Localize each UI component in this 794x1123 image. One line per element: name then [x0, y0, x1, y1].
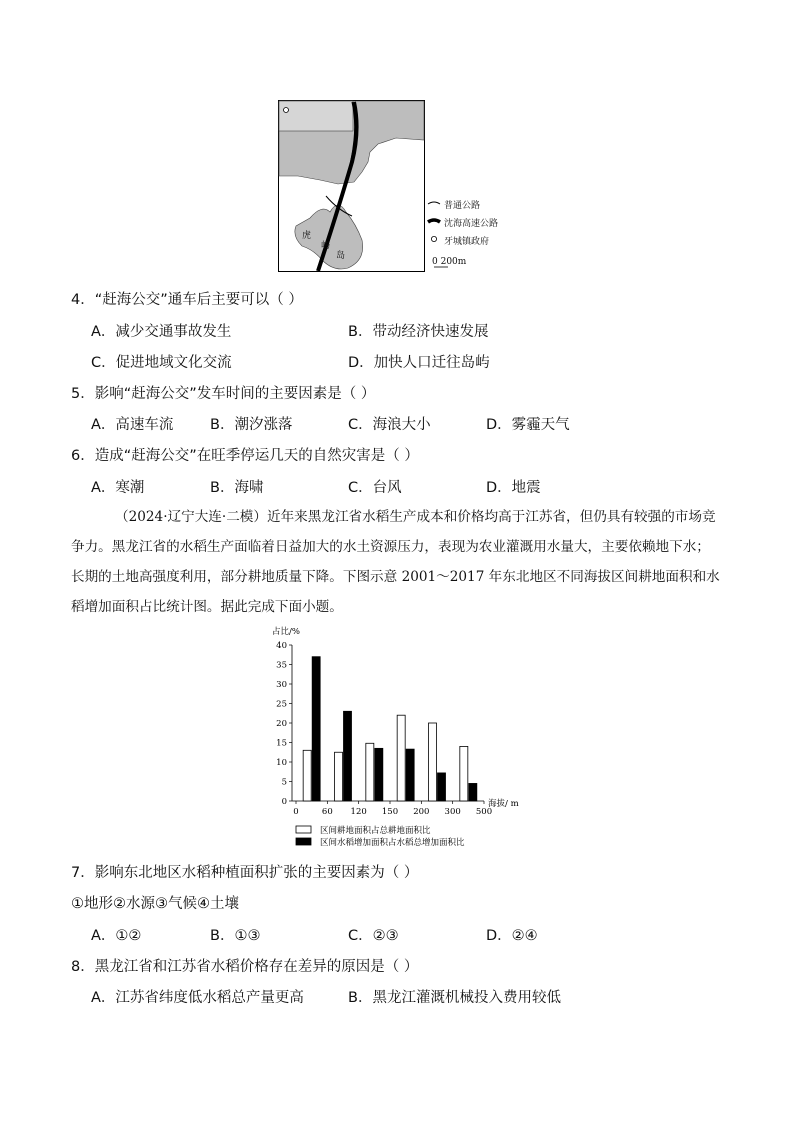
q7-option-b[interactable]: B．①③: [210, 928, 261, 944]
ordinary-road-line-icon: [428, 202, 440, 204]
q4-option-c[interactable]: C．促进地域文化交流: [91, 355, 232, 371]
q4-option-b[interactable]: B．带动经济快速发展: [348, 324, 489, 340]
q7-option-a[interactable]: A．①②: [91, 928, 142, 944]
bar-rice-150-200: [406, 749, 414, 801]
q6-option-d[interactable]: D．地震: [486, 480, 541, 496]
map-scale: 0 200m: [432, 257, 467, 267]
bars: [303, 657, 477, 801]
passage-line: 稻增加面积占比统计图。据此完成下面小题。: [71, 599, 343, 615]
q7-option-d[interactable]: D．②④: [486, 928, 538, 944]
y-tick-label: 5: [281, 777, 287, 788]
map-figure: [278, 100, 499, 272]
question-6-stem: 6．造成“赶海公交”在旺季停运几天的自然灾害是（ ）: [71, 448, 419, 464]
passage-line: 长期的土地高强度利用，部分耕地质量下降。下图示意 2001～2017 年东北地区不同海拔区间耕地面积和水: [71, 569, 720, 585]
bar-rice-120-150: [375, 748, 383, 801]
question-4-stem: 4．“赶海公交”通车后主要可以（ ）: [71, 292, 303, 308]
q5-option-d[interactable]: D．雾霾天气: [486, 417, 570, 433]
bar-cultivated-150-200: [397, 715, 405, 801]
legend-ordinary-road: 普通公路: [444, 201, 481, 211]
x-tick-label: 200: [413, 807, 430, 817]
x-ticks: [293, 801, 492, 817]
q5-option-c[interactable]: C．海浪大小: [348, 417, 431, 433]
y-tick-label: 10: [276, 758, 287, 768]
bar-cultivated-120-150: [366, 743, 374, 801]
y-tick-label: 35: [276, 660, 287, 671]
y-tick-label: 25: [276, 699, 287, 710]
q4-option-a[interactable]: A．减少交通事故发生: [91, 324, 232, 340]
question-7-choices: ①地形②水源③气候④土壤: [71, 896, 239, 912]
q6-option-b[interactable]: B．海啸: [210, 480, 264, 496]
legend-cultivated-area: 区间耕地面积占总耕地面积比: [320, 826, 431, 836]
chart-svg: [266, 624, 526, 852]
x-tick-label: 500: [475, 807, 493, 817]
y-tick-label: 20: [276, 719, 287, 729]
q5-option-a[interactable]: A．高速车流: [91, 417, 174, 433]
town-block: [279, 101, 353, 131]
q6-option-c[interactable]: C．台风: [348, 480, 402, 496]
question-5-stem: 5．影响“赶海公交”发车时间的主要因素是（ ）: [71, 386, 376, 402]
bar-cultivated-60-120: [335, 752, 343, 801]
question-8-stem: 8．黑龙江省和江苏省水稻价格存在差异的原因是（ ）: [71, 959, 419, 975]
bar-rice-0-60: [312, 657, 320, 801]
y-tick-label: 15: [276, 738, 287, 749]
town-government-circle-icon: [431, 236, 436, 241]
bar-cultivated-0-60: [303, 750, 311, 801]
x-tick-label: 120: [350, 807, 367, 817]
bar-rice-300-500: [469, 783, 477, 801]
legend-swatch-rice: [296, 838, 311, 845]
bar-rice-60-120: [344, 711, 352, 801]
x-tick-label: 0: [293, 807, 299, 817]
passage-line: （2024·辽宁大连·二模）近年来黑龙江省水稻生产成本和价格均高于江苏省，但仍具有较强的市场竞: [115, 509, 716, 525]
bar-cultivated-200-300: [429, 723, 437, 801]
legend-rice-increase: 区间水稻增加面积占水稻总增加面积比: [320, 838, 465, 848]
x-tick-label: 60: [321, 807, 333, 817]
question-7-stem: 7．影响东北地区水稻种植面积扩张的主要因素为（ ）: [71, 865, 419, 881]
q4-option-d[interactable]: D．加快人口迁往岛屿: [348, 355, 490, 371]
q8-option-b[interactable]: B．黑龙江灌溉机械投入费用较低: [348, 990, 561, 1006]
bar-rice-200-300: [438, 773, 446, 801]
town-government-marker: [284, 108, 289, 113]
expressway-thick-line-icon: [428, 220, 440, 222]
island-label-dao: 岛: [336, 251, 346, 261]
legend-town-government: 牙城镇政府: [444, 237, 490, 247]
y-axis-label: 占比/%: [272, 627, 300, 637]
y-tick-label: 30: [276, 680, 287, 690]
q5-option-b[interactable]: B．潮汐涨落: [210, 417, 293, 433]
y-tick-label: 0: [281, 797, 287, 807]
elevation-bar-chart: [266, 624, 526, 852]
q8-option-a[interactable]: A．江苏省纬度低水稻总产量更高: [91, 990, 304, 1006]
bar-cultivated-300-500: [460, 746, 468, 801]
reading-passage: [71, 502, 731, 622]
island-label-hu: 虎: [302, 231, 312, 241]
legend-expressway: 沈海高速公路: [444, 219, 499, 229]
q6-option-a[interactable]: A．寒潮: [91, 480, 145, 496]
passage-line: 争力。黑龙江省的水稻生产面临着日益加大的水土资源压力，表现为农业灌溉用水量大，主要依赖地下水；: [71, 539, 710, 555]
island-label-yu: 屿: [321, 241, 331, 251]
q7-option-c[interactable]: C．②③: [348, 928, 399, 944]
x-axis-label: 海拔/ m: [488, 799, 519, 809]
x-tick-label: 300: [444, 807, 461, 817]
y-tick-label: 40: [276, 641, 287, 651]
y-ticks: [276, 641, 292, 807]
x-tick-label: 150: [381, 807, 399, 817]
legend-swatch-cultivated: [296, 826, 311, 833]
